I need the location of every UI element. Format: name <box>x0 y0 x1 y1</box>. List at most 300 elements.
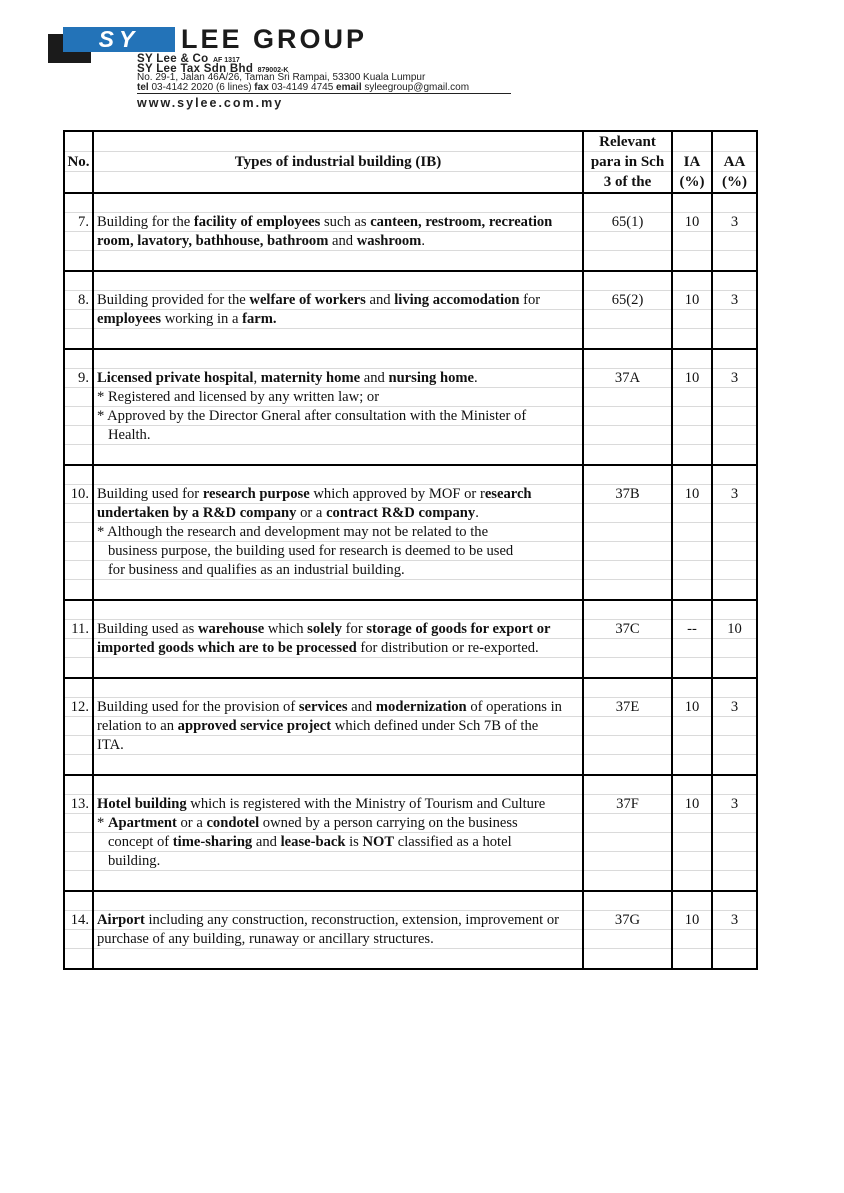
header-line: AA <box>713 152 756 172</box>
row-number-line <box>65 310 92 329</box>
cell-aa-line <box>713 892 756 911</box>
ib-text-line <box>94 310 582 329</box>
cell-ia <box>673 776 713 890</box>
row-number-line: 7. <box>65 213 92 232</box>
cell-para-line <box>584 407 671 426</box>
row-number-line <box>65 776 92 795</box>
cell-para-line: 37E <box>584 698 671 717</box>
ib-text-line <box>94 426 582 445</box>
cell-ia-line <box>673 658 711 677</box>
header-line: 3 of the <box>603 174 652 190</box>
ib-text: or a <box>176 815 207 831</box>
cell-para <box>584 350 673 464</box>
row-number-line: 8. <box>65 291 92 310</box>
cell-ia-line: 10 <box>673 485 711 504</box>
cell-aa-line <box>713 580 756 599</box>
row-number-line <box>65 561 92 580</box>
ib-text-line <box>94 580 582 599</box>
cell-para-line <box>584 639 671 658</box>
row-number-line <box>65 871 92 890</box>
ib-text: of operations in <box>466 699 562 715</box>
ib-text-bold: room, lavatory, bathhouse, bathroom <box>97 233 329 249</box>
ib-text-line <box>94 717 582 736</box>
ib-text-line <box>94 485 582 504</box>
cell-ia-line <box>673 755 711 774</box>
ib-text-line <box>94 776 582 795</box>
ib-text: or a <box>296 505 327 521</box>
industrial-building-table <box>63 130 758 970</box>
ib-text-line <box>94 561 582 580</box>
ib-text: Building for the <box>97 214 194 230</box>
cell-aa-line <box>713 776 756 795</box>
ib-text-line <box>94 523 582 542</box>
cell-aa-line <box>713 930 756 949</box>
header-line <box>673 132 711 152</box>
header-cell-ia <box>673 132 713 192</box>
row-number-line <box>65 232 92 251</box>
ib-text-bold: nursing home <box>388 370 475 386</box>
cell-ia-line <box>673 426 711 445</box>
row-number-line <box>65 388 92 407</box>
cell-ia-line <box>673 445 711 464</box>
ib-text-bold: Licensed private hospital <box>97 370 254 386</box>
cell-ia-line <box>673 930 711 949</box>
ib-text: . <box>474 370 478 386</box>
row-number-line <box>65 949 92 968</box>
header-cell-no <box>65 132 94 192</box>
cell-para-line <box>584 755 671 774</box>
company-details <box>137 53 511 110</box>
cell-ia-line <box>673 194 711 213</box>
cell-para-line <box>584 561 671 580</box>
header-cell-types <box>94 132 584 192</box>
ib-text-line <box>94 251 582 270</box>
cell-aa-line <box>713 504 756 523</box>
cell-para <box>584 776 673 890</box>
header-line: Relevant <box>584 132 671 152</box>
ib-text-line <box>94 892 582 911</box>
cell-no <box>65 601 94 677</box>
header-line <box>94 172 582 192</box>
cell-no <box>65 466 94 599</box>
header-line: para in Sch <box>584 152 671 172</box>
cell-aa <box>713 892 756 968</box>
ib-text: owned by a person carrying on the business <box>259 815 518 831</box>
cell-types <box>94 776 584 890</box>
cell-para-line <box>584 542 671 561</box>
cell-para-line: 37A <box>584 369 671 388</box>
cell-para-line <box>584 445 671 464</box>
cell-aa-line <box>713 329 756 348</box>
cell-para-line <box>584 426 671 445</box>
cell-para-line: 37F <box>584 795 671 814</box>
cell-para-line <box>584 329 671 348</box>
cell-aa-line <box>713 639 756 658</box>
header-line: (%) <box>722 174 747 190</box>
row-number-line <box>65 679 92 698</box>
ib-text: * Registered and licensed by any written law; or <box>97 389 380 405</box>
ib-text-line <box>94 795 582 814</box>
row-number-line <box>65 658 92 677</box>
contact-line <box>137 83 511 94</box>
cell-aa-line <box>713 717 756 736</box>
cell-aa-line <box>713 407 756 426</box>
cell-para-line <box>584 310 671 329</box>
cell-para-line <box>584 814 671 833</box>
table-row-8 <box>65 270 756 348</box>
header-line: No. <box>65 152 92 172</box>
header-line <box>65 132 92 152</box>
ib-text-line <box>94 407 582 426</box>
cell-types <box>94 466 584 599</box>
ib-text: Building used for <box>97 486 203 502</box>
cell-ia-line <box>673 949 711 968</box>
ib-text-bold: services <box>298 699 348 715</box>
cell-ia-line <box>673 251 711 270</box>
email-value: syleegroup@gmail.com <box>361 82 470 93</box>
ib-text-bold: solely <box>307 621 343 637</box>
header-line: Types of industrial building (IB) <box>94 152 582 172</box>
fax-value: 03-4149 4745 <box>268 82 337 93</box>
cell-ia-line <box>673 232 711 251</box>
cell-ia-line <box>673 580 711 599</box>
ib-text-bold: imported goods which are to be processed <box>97 640 357 656</box>
cell-para-line <box>584 892 671 911</box>
cell-aa-line <box>713 388 756 407</box>
ib-text: and <box>252 834 281 850</box>
company1-name: SY Lee & Co <box>137 53 209 65</box>
table-header-row <box>65 132 756 192</box>
row-number-line: 12. <box>65 698 92 717</box>
cell-ia-line <box>673 814 711 833</box>
cell-ia-line <box>673 833 711 852</box>
cell-ia-line <box>673 601 711 620</box>
ib-text-line <box>94 466 582 485</box>
cell-types <box>94 892 584 968</box>
cell-para-line <box>584 580 671 599</box>
cell-ia-line <box>673 679 711 698</box>
cell-ia-line <box>673 542 711 561</box>
ib-text-line <box>94 601 582 620</box>
ib-text: which approved by MOF or r <box>309 486 485 502</box>
cell-para-line <box>584 679 671 698</box>
row-number-line <box>65 639 92 658</box>
ib-text-line <box>94 911 582 930</box>
letterhead <box>48 22 528 112</box>
ib-text-line <box>94 658 582 677</box>
cell-para <box>584 601 673 677</box>
cell-aa-line <box>713 523 756 542</box>
cell-ia <box>673 601 713 677</box>
ib-text-line <box>94 194 582 213</box>
table-row-11 <box>65 599 756 677</box>
cell-ia <box>673 892 713 968</box>
cell-aa-line <box>713 736 756 755</box>
cell-para <box>584 194 673 270</box>
cell-para-line: 37B <box>584 485 671 504</box>
ib-text: Building used as <box>97 621 198 637</box>
cell-ia <box>673 272 713 348</box>
cell-aa-line: 3 <box>713 213 756 232</box>
cell-ia-line: 10 <box>673 213 711 232</box>
cell-ia-line <box>673 350 711 369</box>
cell-ia-line <box>673 639 711 658</box>
cell-para-line: 65(2) <box>584 291 671 310</box>
ib-text: for business and qualifies as an industrial building. <box>97 562 405 578</box>
cell-para-line <box>584 272 671 291</box>
ib-text: * <box>97 815 108 831</box>
cell-types <box>94 194 584 270</box>
cell-aa <box>713 601 756 677</box>
row-number-line: 13. <box>65 795 92 814</box>
ib-text: Building used for the provision of <box>97 699 299 715</box>
row-number-line <box>65 350 92 369</box>
ib-text-bold: Hotel building <box>97 796 187 812</box>
cell-para-line <box>584 717 671 736</box>
ib-text: which is registered with the Ministry of Tourism and Culture <box>186 796 546 812</box>
website-line: www.sylee.com.my <box>137 95 284 110</box>
cell-types <box>94 601 584 677</box>
table-row-7 <box>65 192 756 270</box>
tel-value: 03-4142 2020 (6 lines) <box>148 82 255 93</box>
ib-text-line <box>94 698 582 717</box>
row-number-line <box>65 466 92 485</box>
row-number-line <box>65 852 92 871</box>
ib-text-line <box>94 388 582 407</box>
cell-para <box>584 272 673 348</box>
cell-para-line <box>584 523 671 542</box>
ib-text-bold: canteen, restroom, recreation <box>370 214 553 230</box>
row-number-line <box>65 272 92 291</box>
cell-aa-line <box>713 601 756 620</box>
cell-ia <box>673 194 713 270</box>
ib-text-bold: employees <box>97 311 162 327</box>
table-row-10 <box>65 464 756 599</box>
cell-aa <box>713 350 756 464</box>
cell-aa-line <box>713 426 756 445</box>
row-number-line <box>65 833 92 852</box>
ib-text-line <box>94 272 582 291</box>
ib-text-bold: lease-back <box>280 834 346 850</box>
cell-para <box>584 466 673 599</box>
logo-blue-box <box>63 27 175 52</box>
ib-text-line <box>94 679 582 698</box>
ib-text-line <box>94 542 582 561</box>
ib-text: . <box>421 233 425 249</box>
ib-text: building. <box>97 853 161 869</box>
ib-text-line <box>94 949 582 968</box>
cell-aa-line <box>713 232 756 251</box>
ib-text-bold: time-sharing <box>172 834 253 850</box>
cell-para-line <box>584 852 671 871</box>
ib-text-bold: Apartment <box>107 815 177 831</box>
table-row-13 <box>65 774 756 890</box>
cell-ia-line <box>673 852 711 871</box>
cell-no <box>65 350 94 464</box>
cell-no <box>65 272 94 348</box>
row-number-line <box>65 755 92 774</box>
row-number-line <box>65 892 92 911</box>
email-label: email <box>336 82 362 93</box>
cell-aa-line: 3 <box>713 485 756 504</box>
logo-sy-text: SY <box>98 26 140 52</box>
table-row-9 <box>65 348 756 464</box>
row-number-line: 10. <box>65 485 92 504</box>
fax-label: fax <box>254 82 269 93</box>
cell-aa <box>713 272 756 348</box>
cell-para-line <box>584 776 671 795</box>
cell-aa-line <box>713 871 756 890</box>
ib-text-line <box>94 504 582 523</box>
row-number-line <box>65 601 92 620</box>
ib-text-line <box>94 852 582 871</box>
cell-aa-line <box>713 445 756 464</box>
row-number-line <box>65 251 92 270</box>
row-number-line <box>65 426 92 445</box>
cell-aa <box>713 466 756 599</box>
cell-ia-line <box>673 561 711 580</box>
cell-para-line <box>584 388 671 407</box>
cell-aa-line <box>713 194 756 213</box>
cell-para-line <box>584 736 671 755</box>
cell-types <box>94 350 584 464</box>
ib-text-line <box>94 445 582 464</box>
ib-text-bold: washroom <box>356 233 422 249</box>
cell-aa-line <box>713 679 756 698</box>
ib-text-bold: contract R&D company <box>326 505 476 521</box>
cell-ia-line <box>673 329 711 348</box>
header-cell-para <box>584 132 673 192</box>
cell-ia-line: 10 <box>673 911 711 930</box>
row-number-line <box>65 523 92 542</box>
cell-para-line <box>584 504 671 523</box>
ib-text: . <box>475 505 479 521</box>
row-number-line <box>65 930 92 949</box>
cell-ia-line <box>673 388 711 407</box>
table-row-14 <box>65 890 756 968</box>
ib-text: for distribution or re-exported. <box>356 640 539 656</box>
cell-aa-line: 3 <box>713 911 756 930</box>
logo-wordmark: LEE GROUP <box>181 24 368 54</box>
ib-text: which <box>264 621 308 637</box>
cell-aa-line <box>713 310 756 329</box>
ib-text: Building provided for the <box>97 292 250 308</box>
cell-types <box>94 272 584 348</box>
cell-para-line <box>584 194 671 213</box>
cell-ia-line <box>673 717 711 736</box>
cell-aa-line <box>713 949 756 968</box>
cell-no <box>65 892 94 968</box>
ib-text-bold: condotel <box>206 815 260 831</box>
ib-text: and <box>347 699 376 715</box>
cell-ia-line <box>673 523 711 542</box>
cell-para <box>584 892 673 968</box>
cell-aa-line <box>713 350 756 369</box>
row-number-line: 9. <box>65 369 92 388</box>
row-number-line <box>65 194 92 213</box>
ib-text-bold: warehouse <box>197 621 265 637</box>
cell-para-line <box>584 232 671 251</box>
cell-ia-line: 10 <box>673 698 711 717</box>
cell-aa <box>713 776 756 890</box>
ib-text: purchase of any building, runaway or ancillary structures. <box>97 931 434 947</box>
cell-ia-line <box>673 272 711 291</box>
header-line: (%) <box>679 174 705 190</box>
row-number-line <box>65 407 92 426</box>
ib-text-bold: research purpose <box>202 486 310 502</box>
ib-text: Health. <box>97 427 151 443</box>
header-line <box>94 132 582 152</box>
cell-aa-line <box>713 852 756 871</box>
ib-text: and <box>360 370 389 386</box>
cell-ia-line <box>673 504 711 523</box>
ib-text: including any construction, reconstruction, extension, improvement or <box>144 912 560 928</box>
ib-text: concept of <box>97 834 173 850</box>
cell-aa-line: 3 <box>713 795 756 814</box>
cell-no <box>65 679 94 774</box>
cell-ia-line <box>673 736 711 755</box>
ib-text: * Although the research and development may not be related to the <box>97 524 489 540</box>
ib-text: ITA. <box>97 737 124 753</box>
ib-text-line <box>94 369 582 388</box>
row-number-line <box>65 329 92 348</box>
cell-para-line <box>584 251 671 270</box>
ib-text-bold: Airport <box>97 912 145 928</box>
ib-text-bold: modernization <box>375 699 467 715</box>
cell-aa-line <box>713 542 756 561</box>
cell-no <box>65 194 94 270</box>
ib-text-line <box>94 755 582 774</box>
ib-text: is <box>345 834 363 850</box>
ib-text: which defined under Sch 7B of the <box>331 718 539 734</box>
cell-aa-line: 3 <box>713 698 756 717</box>
ib-text: for <box>342 621 367 637</box>
cell-para-line <box>584 658 671 677</box>
cell-aa-line <box>713 833 756 852</box>
cell-ia-line: 10 <box>673 291 711 310</box>
ib-text: , <box>253 370 261 386</box>
cell-ia-line: 10 <box>673 369 711 388</box>
cell-para-line: 37C <box>584 620 671 639</box>
header-cell-aa <box>713 132 756 192</box>
cell-para-line <box>584 833 671 852</box>
ib-text-line <box>94 213 582 232</box>
cell-ia <box>673 466 713 599</box>
ib-text-bold: welfare of workers <box>249 292 366 308</box>
cell-aa-line <box>713 814 756 833</box>
tel-label: tel <box>137 82 149 93</box>
cell-no <box>65 776 94 890</box>
header-line <box>65 172 92 192</box>
ib-text: and <box>365 292 395 308</box>
header-line: IA <box>673 152 711 172</box>
row-number-line <box>65 580 92 599</box>
cell-ia <box>673 350 713 464</box>
company1-registration: AF 1317 <box>212 57 240 64</box>
ib-text: for <box>519 292 541 308</box>
ib-text-line <box>94 329 582 348</box>
cell-para-line <box>584 949 671 968</box>
cell-types <box>94 679 584 774</box>
cell-aa-line <box>713 466 756 485</box>
ib-text-bold: esearch <box>484 486 532 502</box>
row-number-line <box>65 717 92 736</box>
cell-aa-line: 10 <box>713 620 756 639</box>
ib-text-line <box>94 620 582 639</box>
ib-text-line <box>94 350 582 369</box>
cell-para-line: 65(1) <box>584 213 671 232</box>
cell-aa-line: 3 <box>713 369 756 388</box>
